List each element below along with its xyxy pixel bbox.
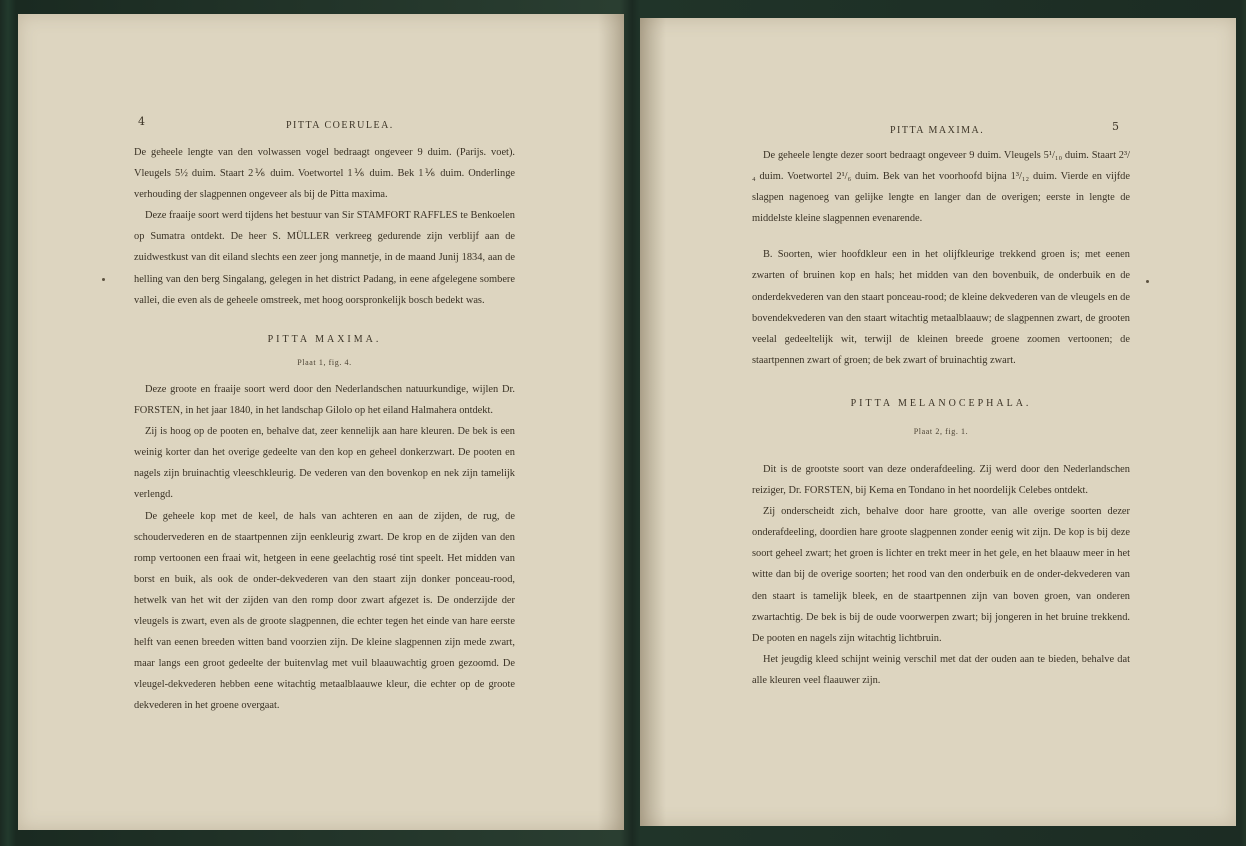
plate-reference: Plaat 2, fig. 1. bbox=[913, 427, 969, 436]
page-number: 5 bbox=[1112, 120, 1120, 133]
paper-speck bbox=[102, 278, 105, 281]
paragraph: B. Soorten, wier hoofdkleur een in het olijfkleurige trekkend groen is; met eenen zwarten of bruinen kop en hals; het midden van den bovenbuik, de onderbuik en de onderdekvederen van den staart ponceau-rood; de kleine dekvederen van de vleugels en de bovendekvederen van den staart witachtig metaalblaauw; de slagpennen zwart, de grooten veelal gedeeltelijk wit, terwijl de kleinen breede groene zoomen vertoonen; de staartpennen zwart of groen; de bek zwart of bruinachtig zwart. bbox=[752, 249, 1130, 366]
left-page bbox=[18, 14, 624, 830]
paragraph: De geheele lengte van den volwassen vogel bedraagt ongeveer 9 duim. (Parijs. voet). Vleugels 5½ duim. Staart 2⅙ duim. Voetwortel 1⅙ duim. Bek 1⅙ duim. Onderlinge verhouding der slagpennen ongeveer als bij de Pitta maxima. bbox=[134, 147, 515, 201]
paragraph: Deze fraaije soort werd tijdens het bestuur van Sir STAMFORT RAFFLES te Benkoelen op Sumatra ontdekt. De heer S. MÜLLER verkreeg gedurende zijn verblijf aan de zuidwestkust van dit eiland slechts een zeer jong mannetje, in de maand Junij 1834, aan de helling van den berg Singalang, gelegen in het district Padang, in eene afgelegene sombere vallei, die even als de geheele omstreek, met hoog oorspronkelijk bosch bedekt was. bbox=[134, 210, 515, 306]
gutter-shadow bbox=[640, 18, 666, 826]
right-page bbox=[640, 18, 1236, 826]
section-title: PITTA MELANOCEPHALA. bbox=[850, 398, 1032, 409]
body-text-bottom bbox=[752, 459, 1130, 691]
page-number: 4 bbox=[138, 115, 146, 128]
body-text-bottom bbox=[134, 379, 515, 717]
paragraph: Zij is hoog op de pooten en, behalve dat, zeer kennelijk aan hare kleuren. De bek is een weinig korter dan het overige gedeelte van den kop en geheel donkerzwart. De pooten en nagels zijn bruinachtig vleeschkleurig. De vederen van den bovenkop en nek zijn tamelijk verlengd. bbox=[134, 426, 515, 501]
running-head: PITTA COERULEA. bbox=[286, 120, 394, 131]
paper-speck bbox=[1146, 280, 1149, 283]
running-head: PITTA MAXIMA. bbox=[890, 125, 985, 136]
paragraph: Zij onderscheidt zich, behalve door hare grootte, van alle overige soorten dezer onderafdeeling, doordien hare groote slagpennen zonder eenig wit zijn. De kop is bij deze soort geheel zwart; het groen is lichter en trekt meer in het gele, en het blaauw meer in het witte dan bij de overige soorten; het rood van den onderbuik en de onder-dekvederen van den staart is tamelijk bleek, en de staartpennen zijn van boven groen, van onderen zwartachtig. De bek is bij de oude voorwerpen zwart; bij jongeren in het bruine trekkend. De pooten en nagels zijn witachtig lichtbruin. bbox=[752, 506, 1130, 644]
paragraph: De geheele lengte dezer soort bedraagt ongeveer 9 duim. Vleugels 5¹/₁₀ duim. Staart 2³/₄ duim. Voetwortel 2¹/₆ duim. Bek van het voorhoofd bijna 1³/₁₂ duim. Vierde en vijfde slagpen nagenoeg van gelijke lengte en langer dan de overigen; eerste in lengte de middelste kleine slagpennen evenarende. bbox=[752, 150, 1130, 225]
paragraph: Het jeugdig kleed schijnt weinig verschil met dat der ouden aan te bieden, behalve dat alle kleuren veel flaauwer zijn. bbox=[752, 653, 1130, 686]
paragraph: De geheele kop met de keel, de hals van achteren en aan de zijden, de rug, de schoudervederen en de staartpennen zijn eenkleurig zwart. De krop en de zijden van den romp vertoonen een fraai wit, hetgeen in eene geelachtig rosé tint speelt. Het midden van borst en buik, als ook de onder-dekvederen van den staart zijn donker ponceau-rood, hetwelk van het wit der zijden van den romp door zwart afgezet is. De onderzijde der vleugels is zwart, even als de groote slagpennen, die echter tegen het einde van hare eerste helft van eenen breeden witten band voorzien zijn. De kleine slagpennen zijn mede zwart, maar langs een groot gedeelte der buitenvlag met vuil blaauwachtig groen gezoomd. De vleugel-dekvederen hebben eene witachtig metaalblaauwe kleur, die echter op de groote dekvederen in het groene overgaat. bbox=[134, 510, 515, 712]
body-text-top bbox=[752, 145, 1130, 371]
body-text-top bbox=[134, 142, 515, 311]
section-title: PITTA MAXIMA. bbox=[267, 334, 382, 345]
gutter-shadow bbox=[598, 14, 624, 830]
paragraph: Deze groote en fraaije soort werd door den Nederlandschen natuurkundige, wijlen Dr. FORSTEN, in het jaar 1840, in het landschap Gilolo op het eiland Halmahera ontdekt. bbox=[134, 384, 515, 417]
paragraph: Dit is de grootste soort van deze onderafdeeling. Zij werd door den Nederlandschen reiziger, Dr. FORSTEN, bij Kema en Tondano in het noordelijk Celebes ontdekt. bbox=[752, 464, 1130, 497]
plate-reference: Plaat 1, fig. 4. bbox=[297, 358, 352, 367]
